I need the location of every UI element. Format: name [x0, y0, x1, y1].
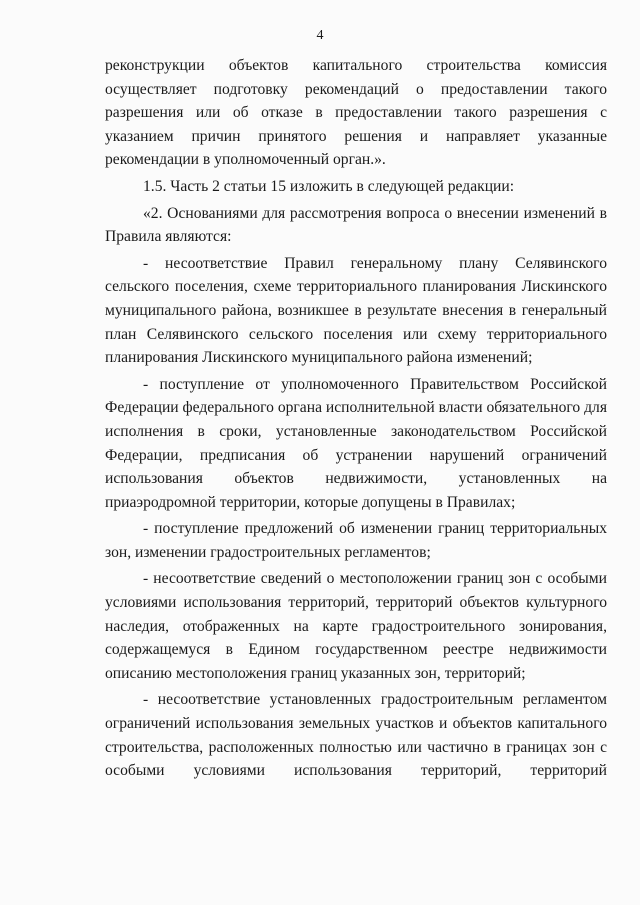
list-item-government-order: - поступление от уполномоченного Правительством Российской Федерации федерального органа исполнительной власти обязательного для исполнения в сроки, установленные законодательством Российской Федерации, предписания об устранении нарушений ограничений использования объектов недвижимости, установленных на приаэродромной территории, которые допущены в Правилах;	[105, 375, 607, 511]
list-item-general-plan: - несоответствие Правил генеральному плану Селявинского сельского поселения, схеме территориального планирования Лискинского муниципального района, возникшее в результате внесения в генеральный план Селявинского сельского поселения или схему территориального планирования Лискинского муниципального района изменений;	[105, 254, 607, 367]
paragraph-grounds-intro: «2. Основаниями для рассмотрения вопроса о внесении изменений в Правила являются:	[105, 204, 607, 246]
paragraph-continuation: реконструкции объектов капитального строительства комиссия осуществляет подготовку рекомендаций о предоставлении такого разрешения или об отказе в предоставлении такого разрешения с указанием причин принятого решения и направляет указанные рекомендации в уполномоченный орган.».	[105, 57, 607, 169]
page-number: 4	[316, 28, 324, 43]
list-item-regulation-mismatch: - несоответствие установленных градостроительным регламентом ограничений использования земельных участков и объектов капитального строительства, расположенных полностью или частично в границах зон с особыми условиями использования территорий, территорий	[105, 691, 607, 780]
document-body	[105, 54, 607, 783]
paragraph-section-1-5: 1.5. Часть 2 статьи 15 изложить в следующей редакции:	[143, 177, 515, 195]
list-item-zone-proposals: - поступление предложений об изменении границ территориальных зон, изменении градостроительных регламентов;	[105, 520, 607, 561]
list-item-boundary-mismatch: - несоответствие сведений о местоположении границ зон с особыми условиями использования территорий, территорий объектов культурного наследия, отображенных на карте градостроительного зонирования, содержащемуся в Едином государственном реестре недвижимости описанию местоположения границ указанных зон, территорий;	[105, 570, 607, 682]
